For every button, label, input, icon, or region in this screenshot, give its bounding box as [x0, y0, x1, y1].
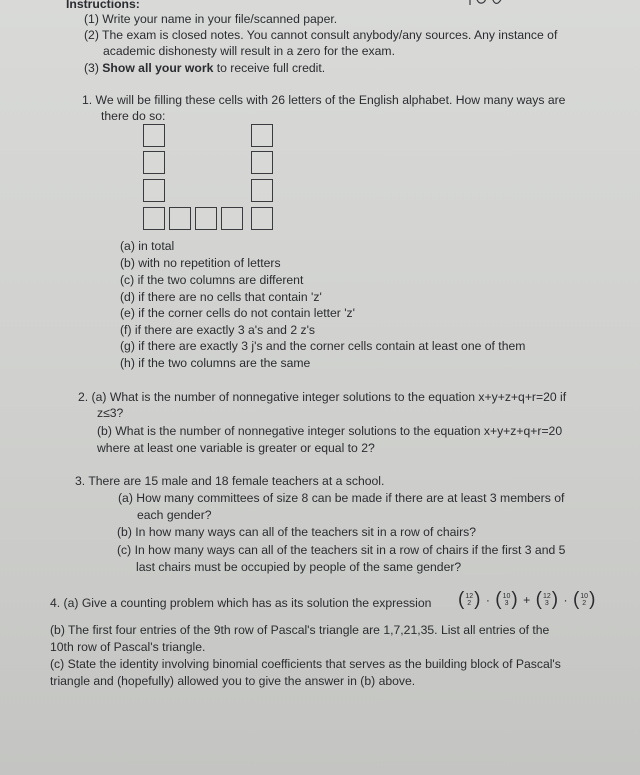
multiply-sign: ·	[563, 593, 568, 607]
q1-part-a: (a) in total	[120, 239, 175, 253]
instruction-3-rest: to receive full credit.	[216, 61, 326, 75]
q4-a-text: 4. (a) Give a counting problem which has as its solution the expression	[50, 596, 432, 610]
q1-part-b: (b) with no repetition of letters	[120, 256, 281, 270]
grid-cell	[143, 124, 165, 147]
grid-cell	[195, 207, 217, 230]
instruction-3	[84, 60, 325, 76]
handwritten-mark	[468, 0, 508, 8]
q1-part-h: (h) if the two columns are the same	[120, 356, 311, 370]
plus-sign: +	[523, 593, 531, 607]
binom-4-top: 10	[580, 593, 589, 600]
q1-part-c: (c) if the two columns are different	[120, 273, 304, 287]
q1-line2: there do so:	[101, 109, 166, 123]
q1-part-g: (g) if there are exactly 3 j's and the corner cells contain at least one of them	[120, 339, 526, 353]
grid-cell	[251, 179, 273, 202]
binom-4-bottom: 2	[582, 600, 587, 607]
q4-b-line1: (b) The first four entries of the 9th row of Pascal's triangle are 1,7,21,35. List all entries of the	[50, 623, 550, 637]
q4-b-line2: 10th row of Pascal's triangle.	[50, 640, 206, 654]
instruction-2-line1: (2) The exam is closed notes. You cannot consult anybody/any sources. Any instance of	[84, 28, 558, 42]
grid-cell	[251, 207, 273, 230]
q3-a-line1: (a) How many committees of size 8 can be made if there are at least 3 members of	[118, 491, 565, 505]
q2-a-line2: z≤3?	[97, 406, 124, 420]
grid-cell	[221, 207, 243, 230]
instruction-1: (1) Write your name in your file/scanned paper.	[84, 12, 338, 26]
grid-cell	[251, 151, 273, 174]
grid-cell	[143, 151, 165, 174]
multiply-sign: ·	[485, 593, 490, 607]
q1-part-d: (d) if there are no cells that contain 'z'	[120, 290, 322, 304]
instruction-3-bold: Show all your work	[102, 61, 214, 75]
q1-part-e: (e) if the corner cells do not contain letter 'z'	[120, 306, 355, 320]
q2-b-line1: (b) What is the number of nonnegative integer solutions to the equation x+y+z+q+r=20	[97, 424, 563, 438]
binom-1-top: 12	[465, 593, 474, 600]
grid-cell	[143, 207, 165, 230]
binom-1-bottom: 2	[467, 600, 472, 607]
q1-line1: 1. We will be filling these cells with 26 letters of the English alphabet. How many ways are	[82, 93, 566, 107]
binomial-expression: (12 2 ) · (10 3 ) + (12 3 ) · (10 2 )	[458, 589, 596, 610]
binom-3-top: 12	[542, 593, 551, 600]
q3-c-line1: (c) In how many ways can all of the teachers sit in a row of chairs if the first 3 and 5	[117, 543, 566, 557]
q3-intro: 3. There are 15 male and 18 female teachers at a school.	[75, 474, 385, 488]
grid-cell	[143, 179, 165, 202]
q1-part-f: (f) if there are exactly 3 a's and 2 z's	[120, 323, 315, 337]
q2-a-line1: 2. (a) What is the number of nonnegative integer solutions to the equation x+y+z+q+r=20 if	[78, 390, 567, 404]
q3-c-line2: last chairs must be occupied by people of the same gender?	[136, 560, 462, 574]
binom-2-bottom: 3	[504, 600, 509, 607]
cell-grid-diagram	[143, 124, 277, 234]
binom-3-bottom: 3	[544, 600, 549, 607]
q4-c-line1: (c) State the identity involving binomial coefficients that serves as the building block of Pascal's	[50, 657, 561, 671]
instruction-3-num: (3)	[84, 61, 99, 75]
grid-cell	[169, 207, 191, 230]
grid-cell	[251, 124, 273, 147]
q3-a-line2: each gender?	[137, 508, 212, 522]
q4-c-line2: triangle and (hopefully) allowed you to give the answer in (b) above.	[50, 674, 416, 688]
binom-2-top: 10	[502, 593, 511, 600]
instruction-2-line2: academic dishonesty will result in a zero for the exam.	[103, 44, 395, 58]
instructions-heading: Instructions:	[66, 0, 140, 11]
q3-b: (b) In how many ways can all of the teachers sit in a row of chairs?	[117, 525, 477, 539]
q2-b-line2: where at least one variable is greater or equal to 2?	[97, 441, 375, 455]
